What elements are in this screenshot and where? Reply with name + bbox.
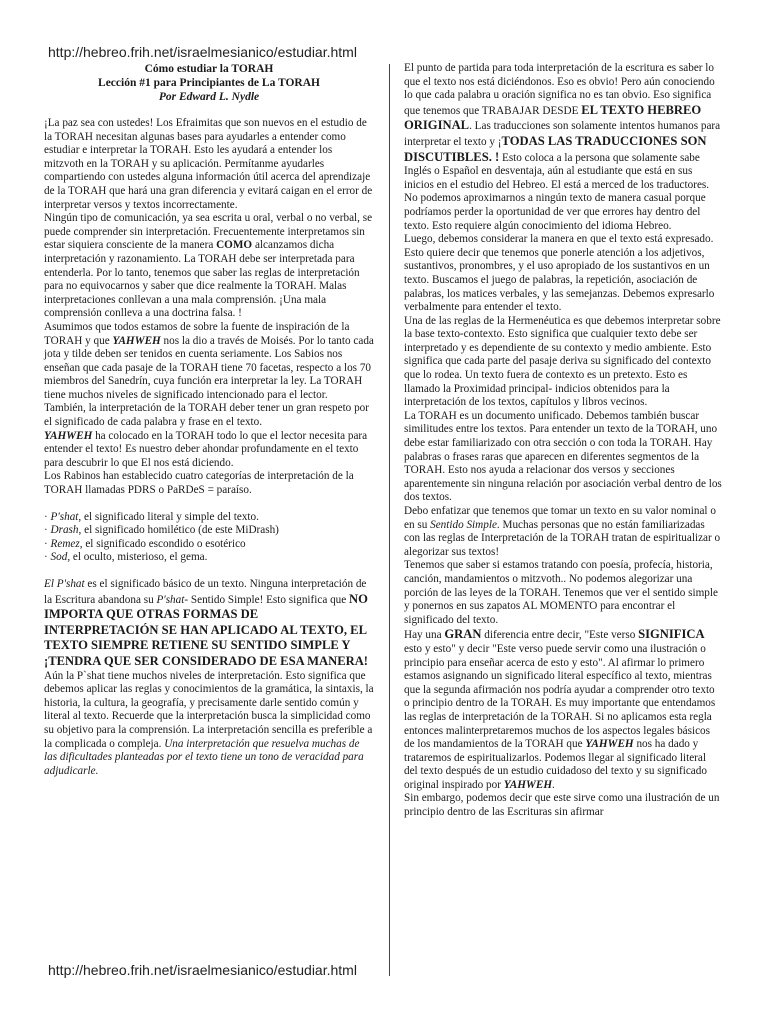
paragraph-communication: Ningún tipo de comunicación, ya sea escrita u oral, verbal o no verbal, se puede comprender sin interpretación. Frecuentemente interpretamos sin estar siquiera consciente de la manera COMO alcanzamos dicha interpretación y razonamiento. La TORAH debe ser interpretada para entenderla. Por lo tanto, tenemos que saber las reglas de interpretación para no equivocarnos y saber que dice realmente la TORAH. Malas interpretaciones conllevan a una mala comprensión. ¡Una mala comprensión conlleva a una doctrina falsa. ! [44, 212, 373, 320]
paragraph-genres: Tenemos que saber si estamos tratando con poesía, profecía, historia, canción, mandamientos o mitzvoth.. No podemos alegorizar una porción de las leyes de la TORAH. Tenemos que ver el sentido simple y ponernos en sus zapatos AL MOMENTO para encontrar el significado del texto. [404, 559, 718, 626]
paragraph-pardes: Los Rabinos han establecido cuatro categorías de interpretación de la TORAH llamadas PDRS o PaRDeS = paraíso. [44, 470, 354, 497]
paragraph-pshat: El P'shat es el significado básico de un texto. Ninguna interpretación de la Escritura abandona su P'shat- Sentido Simple! Esto significa que NO IMPORTA QUE OTRAS FORMAS DE INTERPRETACIÓN SE HAN APLICADO AL TEXTO, EL TEXTO SIEMPRE RETIENE SU SENTIDO SIMPLE Y ¡TENDRA QUE SER CONSIDERADO DE ESA MANERA! Aún la P`shat tiene muchos niveles de interpretación. Esto significa que debemos aplicar las reglas y conocimientos de la gramática, la sintaxis, la historia, la cultura, la geografía, y precisamente darle sentido común y literal al texto. Recuerde que la interpretación busca la simplicidad como su objetivo para la comprensión. La interpretación sencilla es preferible a la complicada o compleja. Una interpretación que resuelva muchas de las dificultades planteadas por el texto tiene un tono de veracidad para adjudicarle. [44, 578, 374, 777]
paragraph-unified: La TORAH es un documento unificado. Debemos también buscar similitudes entre los textos. Para entender un texto de la TORAH, uno debe estar familiarizado con otra sección o con toda la TORAH. Hay palabras o frases raras que aparecen en diferentes segmentos de la TORAH. Esto nos ayuda a relacionar dos versos y secciones aparentemente sin ninguna relación por asociación verbal dentro de los dos textos. [404, 409, 722, 504]
paragraph-inspiration: Asumimos que todos estamos de sobre la fuente de inspiración de la TORAH y que YAHWEH nos la dio a través de Moisés. Por lo tanto cada jota y tilde deben ser tenidos en cuenta seriamente. Los Sabios nos enseñan que cada pasaje de la TORAH tiene 70 facetas, respecto a los 70 miembros del Sanedrín, cuya función era interpretar la ley. La TORAH tiene muchos niveles de significado intencionado para el lector. [44, 320, 374, 401]
paragraph-hermeneutics: Una de las reglas de la Hermenéutica es que debemos interpretar sobre la base texto-contexto. Esto significa que cualquier texto debe ser interpretado y es dependiente de su contexto y medio ambiente. Esto significa que cada parte del pasaje deriva su significado del contexto que lo rodea. Un texto fuera de contexto es un pretexto. Esto es llamado la Proximidad principal- indicios obtenidos para la interpretación de los textos, capítulos y libros vecinos. [404, 314, 721, 409]
left-column [44, 62, 374, 778]
list-item-drash: · Drash, el significado homilético (de este MiDrash) [44, 524, 279, 537]
paragraph-difference: Hay una GRAN diferencia entre decir, "Este verso SIGNIFICA esto y esto" y decir "Este verso puede servir como una ilustración o principio para enseñar acerca de esto y esto". Al afirmar lo primero estamos asignando un significado literal específico al texto, mientras que la segunda afirmación nos podría ayudar a comprender otro texto o principio dentro de la TORAH. Es muy importante que entendamos las reglas de interpretación de la TORAH. Si no aplicamos esta regla entonces malinterpretaremos muchos de los aspectos legales básicos de los mandamientos de la TORAH que YAHWEH nos ha dado y trataremos de espiritualizarlos. Podemos llegar al significado literal del texto después de un estudio cuidadoso del texto y su significado original inspirado por YAHWEH. [404, 627, 716, 791]
paragraph-respect: También, la interpretación de la TORAH deber tener un gran respeto por el significado de cada palabra y frase en el texto. [44, 402, 369, 429]
paragraph-intro: ¡La paz sea con ustedes! Los Efraimitas que son nuevos en el estudio de la TORAH necesitan algunas bases para ayudarles a entender como estudiar e interpretar la TORAH. Esto les ayudará a entender los mitzvoth en la TORAH y su aplicación. Permítanme ayudarles compartiendo con ustedes alguna información útil acerca del aprendizaje de la TORAH que hará una gran diferencia y evitará caigan en el error de interpretar versos y textos incorrectamente. [44, 117, 373, 211]
right-column [404, 62, 722, 820]
page-url-header[interactable]: http://hebreo.frih.net/israelmesianico/estudiar.html [48, 44, 357, 60]
paragraph-simple-sense: Debo enfatizar que tenemos que tomar un texto en su valor nominal o en su Sentido Simple. Muchas personas que no están familiarizadas con las reglas de Interpretación de la TORAH tratan de espiritualizar o alegorizar sus textos! [404, 505, 721, 558]
column-divider [389, 64, 390, 976]
list-item-pshat: · P'shat, el significado literal y simple del texto. [44, 510, 259, 523]
page-url-footer[interactable]: http://hebreo.frih.net/israelmesianico/estudiar.html [48, 962, 357, 978]
paragraph-however: Sin embargo, podemos decir que este sirve como una ilustración de un principio dentro de las Escrituras sin afirmar [404, 792, 720, 819]
list-item-sod: · Sod, el oculto, misterioso, el gema. [44, 551, 208, 564]
document-title: Cómo estudiar la TORAH [144, 63, 274, 75]
paragraph-starting-point: El punto de partida para toda interpretación de la escritura es saber lo que el texto nos está diciéndonos. Eso es obvio! Pero aún conociendo lo que cada palabra u oración significa no es tan obvio. Eso significa que tenemos que TRABAJAR DESDE EL TEXTO HEBREO ORIGINAL. Las traducciones son solamente intentos humanos para interpretar el texto y ¡TODAS LAS TRADUCCIONES SON DISCUTIBLES. ! Esto coloca a la persona que solamente sabe Inglés o Español en desventaja, aún al estudiante que está en sus inicios en el estudio del Hebreo. El está a merced de los traductores. No podemos aproximarnos a ningún texto de manera casual porque podríamos perder la oportunidad de ver que errores hay dentro del texto. Esto requiere algún conocimiento del idioma Hebreo. [404, 62, 721, 232]
author-line: Por Edward L. Nydle [158, 91, 260, 103]
list-item-remez: · Remez, el significado escondido o esotérico [44, 537, 246, 550]
paragraph-yahweh: YAHWEH ha colocado en la TORAH todo lo que el lector necesita para entender el texto! Es nuestro deber ahondar profundamente en el texto para descubrir lo que El nos está diciendo. [44, 429, 368, 469]
lesson-title: Lección #1 para Principiantes de La TORAH [98, 77, 320, 89]
paragraph-expression: Luego, debemos considerar la manera en que el texto está expresado. Esto quiere decir que tenemos que ponerle atención a los adjetivos, sustantivos, pronombres, y el uso apropiado de los sustantivos en un texto. Buscamos el juego de palabras, la repetición, asociación de palabras, los matices verbales, y las semejanzas. Debemos expresarlo verbalmente para entender el texto. [404, 233, 715, 314]
